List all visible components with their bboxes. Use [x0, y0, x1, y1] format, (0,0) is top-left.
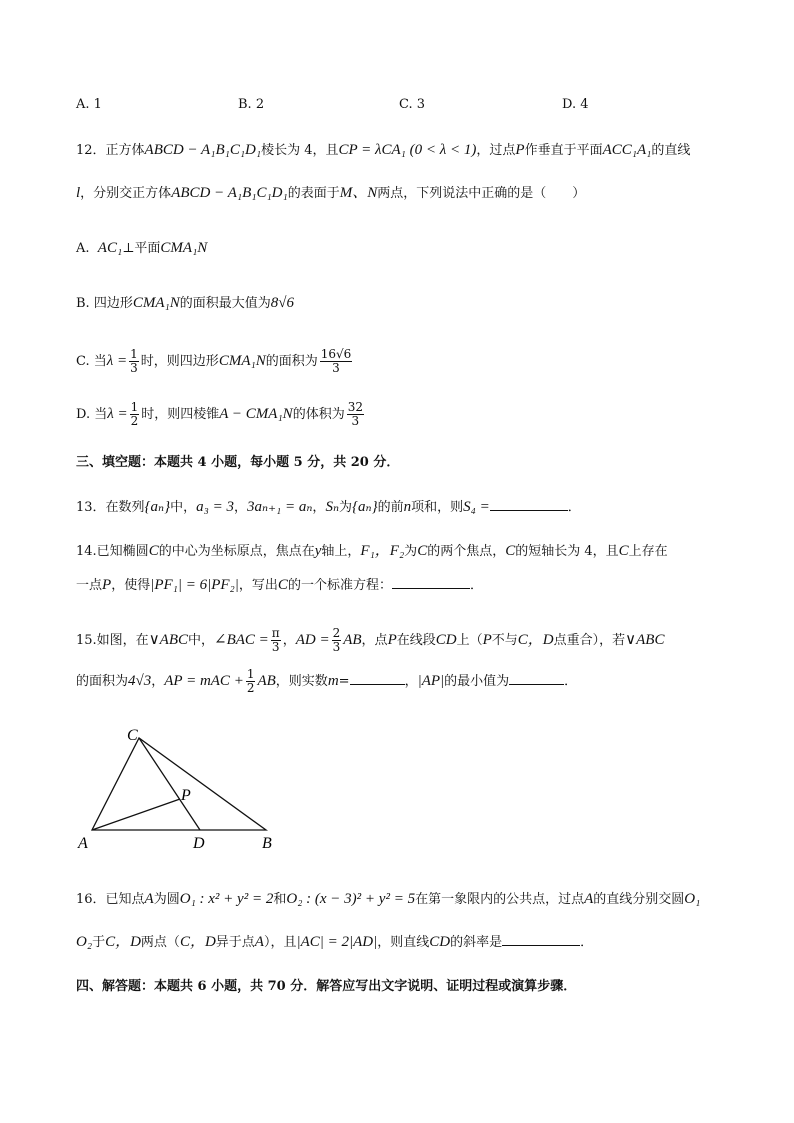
q12-text: 12．正方体	[76, 143, 145, 158]
q13-math: 3aₙ₊₁ = aₙ	[247, 499, 313, 515]
q16-text: 于	[92, 935, 106, 950]
q16-math: C，D	[179, 934, 216, 950]
q15-text: ，	[282, 633, 296, 648]
q15-math: ∨ABC	[148, 632, 188, 648]
q16-math: O₁	[684, 891, 701, 907]
q15-answer-blank-m[interactable]	[350, 670, 405, 685]
option-text: 当	[94, 407, 108, 422]
label-a: A	[78, 835, 88, 852]
q16-line2	[76, 931, 593, 953]
q14-text: 的两个焦点，	[427, 544, 506, 559]
q14-math: |PF₁| = 6|PF₂|	[150, 577, 239, 593]
q14-text: 14.已知椭圆	[76, 544, 149, 559]
q12-math: l	[76, 185, 81, 201]
q13-math: Sₙ	[325, 499, 340, 515]
q16-text: 的斜率是	[450, 935, 503, 950]
q15-answer-blank-min[interactable]	[509, 670, 564, 685]
fraction-denominator: 3	[271, 640, 280, 654]
option-text: 的体积为	[292, 407, 345, 422]
q16-text: 和	[273, 892, 287, 907]
q13-text: 为	[339, 500, 353, 515]
fraction-numerator: 1	[130, 400, 139, 414]
q12-math: P	[515, 142, 525, 158]
q14-math: C	[148, 543, 159, 559]
q13-answer-blank[interactable]	[490, 496, 568, 511]
option-label: B.	[76, 296, 90, 311]
q12-line2	[76, 183, 585, 204]
q13-math: S₄ =	[463, 499, 490, 515]
option-label: D.	[76, 407, 91, 422]
q15-text: =	[338, 674, 350, 689]
q14-text: ，写出	[238, 578, 278, 593]
fraction	[246, 668, 256, 695]
fraction-numerator: 32	[347, 400, 363, 414]
fraction-denominator: 3	[351, 414, 360, 428]
q16-text: 在第一象限内的公共点，过点	[415, 892, 585, 907]
fraction	[332, 627, 342, 654]
q16-math: O₂ : (x − 3)² + y² = 5	[286, 891, 416, 907]
q14-math: C	[417, 543, 428, 559]
q15-math: AP = mAC +	[164, 673, 244, 689]
q14-math: F₁，F₂	[360, 543, 405, 559]
q15-math: |AP|	[417, 673, 445, 689]
q12-option-d	[76, 397, 366, 432]
q12-math: M、N	[339, 185, 378, 201]
q15-text: 中，	[188, 633, 215, 648]
q15-math: C，D	[517, 632, 554, 648]
q12-text: 两点，下列说法中正确的是（ ）	[377, 186, 586, 201]
fraction-numerator: 16√6	[320, 347, 352, 361]
q15-line1	[76, 624, 664, 657]
q14-text: 的短轴长为 4，且	[515, 544, 619, 559]
label-d: D	[193, 835, 205, 852]
q15-text: 上（	[456, 633, 483, 648]
q15-math: AB	[257, 673, 276, 689]
q14-text: ，使得	[111, 578, 151, 593]
fraction-denominator: 3	[332, 361, 340, 375]
q15-math: CD	[435, 632, 457, 648]
q12-text: ，过点	[476, 143, 516, 158]
q14-text: 为	[404, 544, 418, 559]
q12-line1	[76, 140, 690, 161]
section-4-heading: 四、解答题：本题共 6 小题，共 70 分．解答应写出文字说明、证明过程或演算步骤．	[76, 979, 577, 994]
q16-text: ，则直线	[377, 935, 430, 950]
q16-math: |AC| = 2|AD|	[296, 934, 378, 950]
q13-math: n	[403, 499, 412, 515]
q14-answer-blank[interactable]	[392, 574, 470, 589]
q16-text: 两点（	[140, 935, 180, 950]
q15-text: ，	[151, 674, 165, 689]
q15-text: ，点	[361, 633, 388, 648]
q15-math: P	[387, 632, 397, 648]
q16-math: A	[144, 891, 154, 907]
q15-math: ∨ABC	[625, 632, 665, 648]
option-math: λ =	[106, 353, 128, 369]
q15-text: ．	[564, 674, 578, 689]
q12-text: 的表面于	[287, 186, 340, 201]
q16-text: ．	[580, 935, 594, 950]
q14-text: 的中心为坐标原点，焦点在	[158, 544, 315, 559]
q14-math: C	[505, 543, 516, 559]
q12-math: ABCD − A₁B₁C₁D₁	[171, 185, 288, 201]
fraction	[347, 401, 364, 428]
q16-math: O₂	[76, 934, 93, 950]
fraction-denominator: 2	[130, 414, 139, 428]
triangle-abc	[92, 738, 266, 830]
q15-math: ∠BAC =	[214, 632, 269, 648]
fraction	[129, 348, 139, 375]
q15-math: m	[327, 673, 339, 689]
fraction-numerator: 2	[332, 626, 341, 640]
q15-math: AD =	[295, 632, 330, 648]
q14-math: C	[277, 577, 288, 593]
q14-math: P	[102, 577, 112, 593]
fraction	[320, 348, 353, 375]
q12-option-c	[76, 344, 354, 379]
q16-answer-blank[interactable]	[502, 931, 580, 946]
fraction-denominator: 2	[246, 681, 255, 695]
q16-math: A	[254, 934, 264, 950]
q12-option-b	[76, 293, 294, 314]
q14-text: 轴上，	[321, 544, 361, 559]
q11-option-b: B. 2	[238, 97, 265, 112]
option-text: ⊥平面	[122, 241, 161, 256]
segment-cd	[139, 738, 200, 830]
q16-text: 异于点	[215, 935, 255, 950]
q14-text: ．	[469, 578, 483, 593]
option-math: A − CMA₁N	[219, 406, 293, 422]
q16-math: A	[584, 891, 594, 907]
option-text: 当	[93, 354, 107, 369]
q15-line2	[76, 664, 577, 699]
option-math: CMA₁N	[218, 353, 266, 369]
q12-math: ACC₁A₁	[602, 142, 652, 158]
q12-text: 作垂直于平面	[524, 143, 603, 158]
q12-text: ，分别交正方体	[80, 186, 172, 201]
q15-text: 不与	[491, 633, 518, 648]
q13	[76, 496, 581, 518]
fraction-numerator: 1	[130, 347, 138, 361]
q16-math: CD	[429, 934, 451, 950]
fraction-numerator: 1	[246, 667, 255, 681]
q11-option-c: C. 3	[399, 97, 426, 112]
q15-text: 15.如图，在	[76, 633, 149, 648]
q15-text: ，则实数	[275, 674, 328, 689]
q14-math: C	[618, 543, 629, 559]
q12-math: ABCD − A₁B₁C₁D₁	[144, 142, 262, 158]
q15-text: 点重合），若	[553, 633, 626, 648]
fraction	[271, 627, 281, 654]
q16-math: C，D	[105, 934, 141, 950]
fraction-denominator: 3	[130, 361, 138, 375]
q14-math: y	[314, 543, 322, 559]
q15-math: AB	[343, 632, 362, 648]
q15-math: P	[482, 632, 492, 648]
q14-line1	[76, 541, 668, 562]
q16-text: ），且	[263, 935, 297, 950]
q16-line1	[76, 889, 700, 910]
q12-text: 的直线	[651, 143, 691, 158]
q16-math: O₁ : x² + y² = 2	[179, 891, 274, 907]
option-math: CMA₁N	[132, 295, 180, 311]
triangle-figure	[70, 722, 290, 858]
section-3-heading: 三、填空题：本题共 4 小题，每小题 5 分，共 20 分．	[76, 455, 400, 470]
option-math: AC₁	[97, 240, 123, 256]
option-text: 时，则四棱锥	[141, 407, 220, 422]
label-b: B	[262, 835, 272, 852]
fraction-denominator: 3	[332, 640, 341, 654]
option-math: CMA₁N	[160, 240, 208, 256]
q13-text: ．	[567, 500, 581, 515]
q11-option-a: A. 1	[76, 97, 102, 112]
option-label: C.	[76, 354, 90, 369]
q14-line2	[76, 574, 483, 596]
q12-math: CP = λCA₁ (0 < λ < 1)	[338, 142, 477, 158]
q16-text: 16．已知点	[76, 892, 145, 907]
q12-option-a	[76, 238, 207, 259]
option-text: 四边形	[93, 296, 133, 311]
q13-text: ，	[312, 500, 326, 515]
option-text: 的面积最大值为	[179, 296, 271, 311]
q15-text: ，	[404, 674, 418, 689]
fraction-numerator: π	[271, 626, 280, 640]
label-c: C	[127, 727, 138, 744]
q13-text: ，	[233, 500, 247, 515]
option-text: 时，则四边形	[140, 354, 219, 369]
option-math: 8√6	[270, 295, 294, 311]
q14-text: 的一个标准方程：	[287, 578, 392, 593]
q16-text: 为圆	[153, 892, 180, 907]
q16-text: 的直线分别交圆	[593, 892, 685, 907]
q14-text: 上存在	[628, 544, 668, 559]
option-math: λ =	[107, 406, 128, 422]
q15-text: 的最小值为	[444, 674, 510, 689]
q13-math: {aₙ}	[144, 499, 171, 515]
q12-text: 棱长为 4，且	[261, 143, 339, 158]
q13-text: 中，	[170, 500, 197, 515]
option-text: 的面积为	[265, 354, 318, 369]
q13-math: {aₙ}	[352, 499, 378, 515]
q13-text: 的前	[377, 500, 404, 515]
q13-text: 项和，则	[411, 500, 464, 515]
fraction	[130, 401, 140, 428]
label-p: P	[181, 787, 191, 804]
q13-math: a₃ = 3	[196, 499, 234, 515]
q14-text: 一点	[76, 578, 103, 593]
q15-text: 在线段	[396, 633, 436, 648]
q11-option-d: D. 4	[562, 97, 589, 112]
q15-text: 的面积为	[76, 674, 129, 689]
q15-math: 4√3	[128, 673, 152, 689]
option-label: A.	[76, 241, 90, 256]
q13-text: 13．在数列	[76, 500, 145, 515]
